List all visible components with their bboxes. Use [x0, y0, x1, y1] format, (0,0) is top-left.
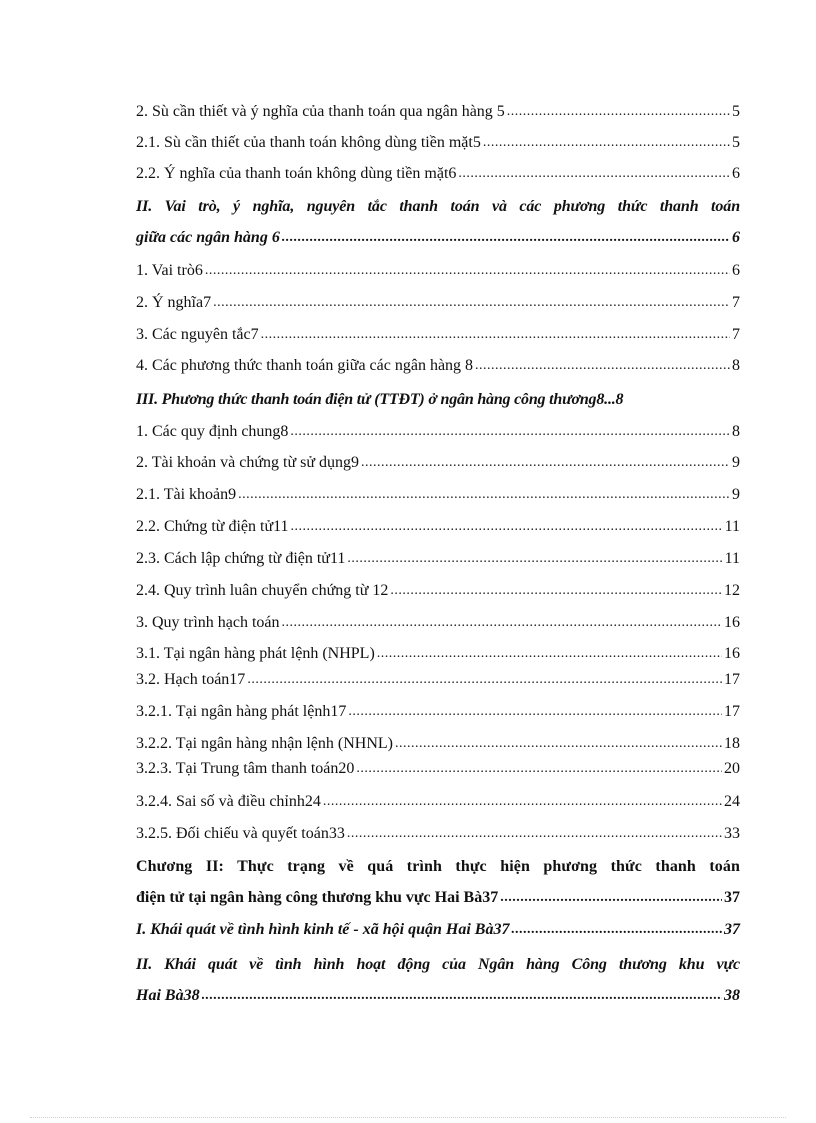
toc-entry-text: 2.1. Sù cần thiết của thanh toán không dùng tiền mặt5 [136, 134, 481, 151]
toc-entry-text: 3. Quy trình hạch toán [136, 614, 280, 631]
toc-leader-dots [347, 549, 722, 569]
toc-entry-text: 3.2.5. Đối chiếu và quyết toán33 [136, 825, 345, 842]
toc-entry [136, 479, 740, 505]
toc-entry-page: 18 [724, 735, 740, 752]
toc-leader-dots [282, 228, 730, 248]
toc-leader-dots [511, 920, 722, 940]
toc-section-heading [136, 914, 740, 940]
toc-leader-dots [323, 792, 722, 812]
toc-entry-page: 20 [724, 760, 740, 777]
toc-section-heading-line1 [136, 191, 740, 217]
toc-leader-dots [282, 613, 722, 633]
toc-entry [136, 319, 740, 345]
toc-entry [136, 728, 740, 754]
toc-entry-text: 2. Sù cần thiết và ý nghĩa của thanh toán qua ngân hàng 5 [136, 103, 505, 120]
toc-entry [136, 447, 740, 473]
toc-entry-text: 3. Các nguyên tắc7 [136, 326, 259, 343]
toc-entry-page: 6 [732, 229, 740, 246]
toc-leader-dots [500, 888, 722, 908]
toc-entry-text: giữa các ngân hàng 6 [136, 229, 280, 246]
toc-leader-dots [458, 164, 730, 184]
toc-entry-text: 3.2.3. Tại Trung tâm thanh toán20 [136, 760, 355, 777]
toc-entry-page: 5 [732, 134, 740, 151]
toc-entry [136, 127, 740, 153]
toc-section-heading [136, 384, 740, 410]
toc-entry-text: 2. Tài khoản và chứng từ sử dụng9 [136, 454, 360, 471]
toc-entry-text: I. Khái quát về tình hình kinh tế - xã hội quận Hai Bà37 [136, 921, 510, 938]
toc-entry-text: Chương II: Thực trạng về quá trình thực hiện phương thức thanh toán [136, 858, 740, 875]
toc-entry [136, 416, 740, 442]
toc-entry [136, 350, 740, 376]
page-bottom-divider [30, 1117, 786, 1118]
toc-chapter-heading [136, 882, 740, 908]
toc-entry-page: 9 [732, 486, 740, 503]
toc-entry-text: điện tử tại ngân hàng công thương khu vực Hai Bà37 [136, 889, 499, 906]
toc-leader-dots [390, 581, 722, 601]
toc-leader-dots [483, 133, 730, 153]
toc-entry-text: Hai Bà38 [136, 987, 200, 1004]
toc-entry-text: 3.2.1. Tại ngân hàng phát lệnh17 [136, 703, 347, 720]
toc-entry [136, 786, 740, 812]
toc-leader-dots [377, 644, 722, 664]
toc-leader-dots [356, 759, 722, 779]
toc-leader-dots [361, 453, 730, 473]
toc-entry [136, 696, 740, 722]
toc-leader-dots [247, 670, 722, 690]
toc-leader-dots [348, 702, 722, 722]
toc-leader-dots [507, 102, 730, 122]
toc-entry-page: 11 [724, 550, 740, 567]
toc-entry [136, 158, 740, 184]
toc-entry [136, 753, 740, 779]
toc-entry-page: 8 [732, 357, 740, 374]
toc-entry-page: 7 [732, 294, 740, 311]
toc-section-heading [136, 980, 740, 1006]
toc-entry-text: II. Khái quát về tình hình hoạt động của Ngân hàng Công thương khu vực [136, 956, 740, 973]
toc-entry-text: 2.2. Chứng từ điện tử11 [136, 518, 289, 535]
toc-leader-dots [205, 261, 730, 281]
toc-leader-dots [395, 734, 722, 754]
toc-entry-text: 2.1. Tài khoản9 [136, 486, 237, 503]
toc-entry [136, 287, 740, 313]
toc-leader-dots [291, 517, 723, 537]
toc-entry-text: 3.1. Tại ngân hàng phát lệnh (NHPL) [136, 645, 375, 662]
toc-entry-page: 24 [724, 793, 740, 810]
toc-entry-page: 8 [732, 423, 740, 440]
toc-entry-page: 37 [724, 921, 740, 938]
toc-entry-page: 5 [732, 103, 740, 120]
toc-entry-page: 17 [724, 703, 740, 720]
toc-entry-page: 8 [615, 391, 624, 408]
toc-entry-text: III. Phương thức thanh toán điện tử (TTĐT) ở ngân hàng công thương8... [136, 391, 616, 408]
toc-entry-text: 2.4. Quy trình luân chuyển chứng từ 12 [136, 582, 389, 599]
toc-entry-text: 2.2. Ý nghĩa của thanh toán không dùng tiền mặt6 [136, 165, 457, 182]
toc-section-heading-line1 [136, 949, 740, 975]
toc-leader-dots [290, 422, 730, 442]
toc-entry [136, 255, 740, 281]
toc-entry-text: 3.2.2. Tại ngân hàng nhận lệnh (NHNL) [136, 735, 393, 752]
toc-section-heading [136, 222, 740, 248]
toc-entry-page: 16 [724, 645, 740, 662]
toc-leader-dots [261, 325, 730, 345]
toc-entry-page: 16 [724, 614, 740, 631]
toc-entry-page: 6 [732, 262, 740, 279]
toc-leader-dots [202, 986, 722, 1006]
toc-entry-text: 3.2. Hạch toán17 [136, 671, 246, 688]
toc-entry-page: 33 [724, 825, 740, 842]
toc-chapter-heading-line1 [136, 851, 740, 877]
toc-entry-text: 2. Ý nghĩa7 [136, 294, 212, 311]
toc-leader-dots [213, 293, 730, 313]
toc-entry-text: 3.2.4. Sai số và điều chỉnh24 [136, 793, 321, 810]
toc-entry-page: 7 [732, 326, 740, 343]
toc-entry-text: II. Vai trò, ý nghĩa, nguyên tắc thanh toán và các phương thức thanh toán [136, 198, 740, 215]
toc-entry-page: 38 [724, 987, 740, 1004]
toc-entry-text: 2.3. Cách lập chứng từ điện tử11 [136, 550, 346, 567]
toc-entry [136, 818, 740, 844]
toc-entry [136, 575, 740, 601]
toc-entry-text: 1. Các quy định chung8 [136, 423, 289, 440]
toc-entry [136, 638, 740, 664]
toc-leader-dots [475, 356, 730, 376]
toc-entry [136, 607, 740, 633]
toc-entry-page: 17 [724, 671, 740, 688]
toc-entry [136, 543, 740, 569]
toc-entry-page: 37 [724, 889, 740, 906]
toc-entry [136, 96, 740, 122]
toc-entry-page: 12 [724, 582, 740, 599]
toc-leader-dots [238, 485, 730, 505]
toc-entry [136, 511, 740, 537]
toc-leader-dots [347, 824, 722, 844]
toc-entry-text: 4. Các phương thức thanh toán giữa các ngân hàng 8 [136, 357, 474, 374]
toc-entry [136, 664, 740, 690]
toc-entry-page: 9 [732, 454, 740, 471]
toc-entry-page: 6 [732, 165, 740, 182]
toc-entry-text: 1. Vai trò6 [136, 262, 203, 279]
toc-entry-page: 11 [724, 518, 740, 535]
